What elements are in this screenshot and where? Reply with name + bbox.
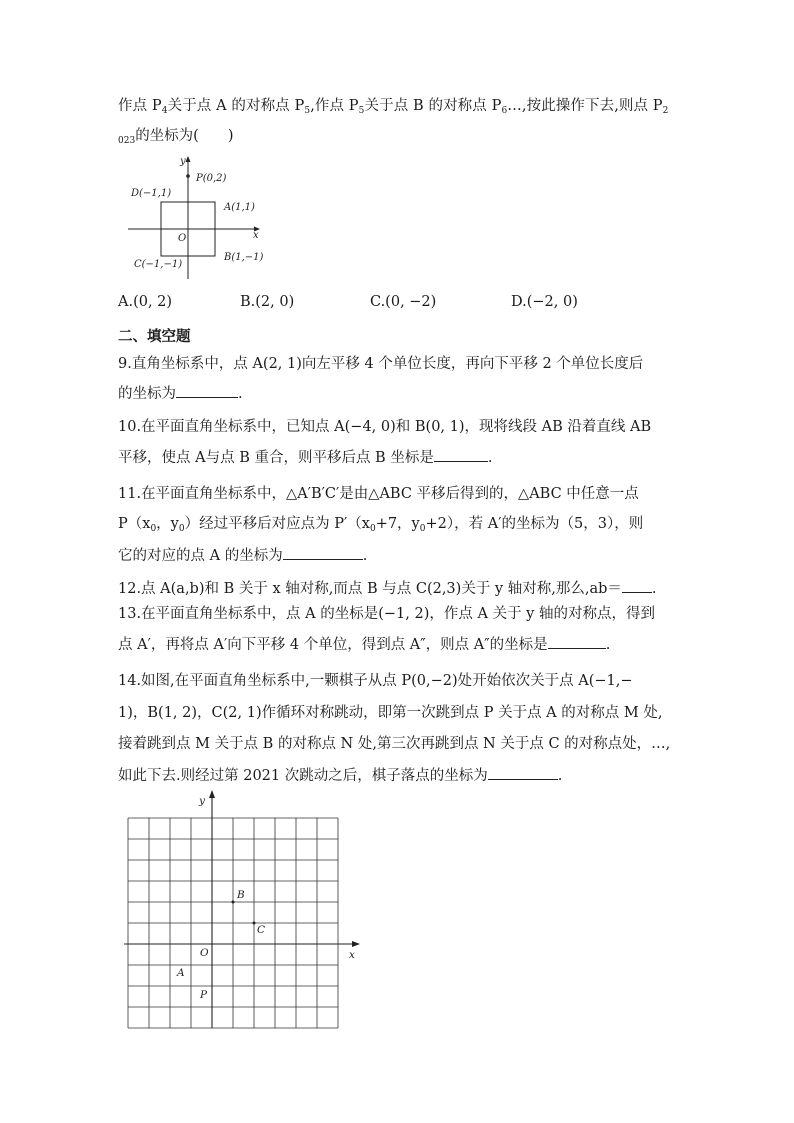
q8-point-p <box>186 174 190 178</box>
q13-end: . <box>605 637 611 653</box>
q11-sub: 0 <box>150 524 157 534</box>
q10-line-2 <box>118 447 492 468</box>
q14-line-2: 1)，B(1, 2)，C(2, 1)作循环对称跳动，即第一次跳到点 P 关于点 A 的对称点 M 处, <box>118 705 663 721</box>
q10-end: . <box>487 450 493 466</box>
q8-label-c: C(−1,−1) <box>134 259 183 270</box>
q12-line <box>118 578 656 599</box>
q8-sub: 6 <box>501 106 508 116</box>
q9-line-1: 9.直角坐标系中，点 A(2, 1)向左平移 4 个单位长度，再向下平移 2 个单位长度后 <box>118 356 644 372</box>
q9-answer-blank[interactable] <box>176 383 238 398</box>
q13-text: 点 A′，再将点 A′向下平移 4 个单位，得到点 A″，则点 A″的坐标是 <box>118 637 548 653</box>
q9-line-2 <box>118 383 243 404</box>
q11-text: 它的对应的点 A 的坐标为 <box>118 548 283 564</box>
q14-label-a: A <box>177 967 185 979</box>
q14-y-arrow <box>209 790 215 798</box>
q9-end: . <box>238 386 243 402</box>
q14-answer-blank[interactable] <box>488 765 558 780</box>
option-d[interactable]: D.(−2, 0) <box>511 294 578 310</box>
q12-text: 12.点 A(a,b)和 B 关于 x 轴对称,而点 B 与点 C(2,3)关于 y 轴对称,那么,ab＝ <box>118 581 622 597</box>
q8-x-label: x <box>253 230 259 241</box>
q8-text: 关于点 B 的对称点 P <box>364 98 502 114</box>
q8-label-a: A(1,1) <box>224 202 255 213</box>
q14-point-b <box>232 901 235 904</box>
q14-label-p: P <box>200 989 208 1001</box>
section-title: 二、填空题 <box>118 328 191 345</box>
q11-end: . <box>362 548 368 564</box>
q8-label-p: P(0,2) <box>196 173 227 184</box>
q8-sub: 023 <box>118 136 136 146</box>
q8-sub: 5 <box>304 106 311 116</box>
q11-line-2 <box>118 514 643 539</box>
q11-text: ）经过平移后对应点为 P′（x <box>184 516 370 532</box>
q13-line-1: 13.在平面直角坐标系中，点 A 的坐标是(−1, 2)，作点 A 关于 y 轴的对称点，得到 <box>118 606 655 622</box>
q8-sub: 4 <box>161 106 168 116</box>
q13-line-2 <box>118 634 610 655</box>
q11-sub: 0 <box>419 524 426 534</box>
q8-line-1 <box>118 96 669 121</box>
q8-y-arrow <box>186 156 191 162</box>
q11-answer-blank[interactable] <box>283 545 363 560</box>
q11-line-3 <box>118 545 367 566</box>
q11-text: ，y <box>156 516 179 532</box>
q8-line-2 <box>118 126 234 151</box>
q12-answer-blank[interactable] <box>622 578 652 593</box>
option-a[interactable]: A.(0, 2) <box>118 294 173 310</box>
q12-end: . <box>651 581 657 597</box>
q14-grid-figure <box>120 788 380 1038</box>
q8-label-d: D(−1,1) <box>131 188 172 199</box>
q8-sub: 5 <box>358 106 365 116</box>
option-b[interactable]: B.(2, 0) <box>240 294 295 310</box>
q14-x-arrow <box>352 941 360 947</box>
q11-text: +7，y <box>375 516 420 532</box>
q14-line-1: 14.如图,在平面直角坐标系中,一颗棋子从点 P(0,−2)处开始依次关于点 A(−1,− <box>118 673 633 689</box>
q8-y-label: y <box>180 156 186 167</box>
q14-label-b: B <box>237 889 245 901</box>
q14-label-c: C <box>257 924 266 936</box>
q8-sub: 2 <box>662 106 669 116</box>
q11-sub: 0 <box>369 524 376 534</box>
q10-answer-blank[interactable] <box>434 447 488 462</box>
q14-origin-label: O <box>200 947 209 959</box>
q14-text: 如此下去.则经过第 2021 次跳动之后，棋子落点的坐标为 <box>118 768 488 784</box>
q10-text: 平移，使点 A与点 B 重合，则平移后点 B 坐标是 <box>118 450 434 466</box>
q8-origin-label: O <box>178 233 187 244</box>
q8-label-b: B(1,−1) <box>224 252 264 263</box>
q10-line-1: 10.在平面直角坐标系中，已知点 A(−4, 0)和 B(0, 1)，现将线段 AB 沿着直线 AB <box>118 419 652 435</box>
q11-text: +2），若 A′的坐标为（5，3），则 <box>425 516 644 532</box>
q13-answer-blank[interactable] <box>548 634 606 649</box>
q8-square-figure <box>125 156 275 281</box>
q14-line-3: 接着跳到点 M 关于点 B 的对称点 N 处,第三次再跳到点 N 关于点 C 的对称点处，…, <box>118 736 671 752</box>
q11-sub: 0 <box>178 524 185 534</box>
q11-line-1: 11.在平面直角坐标系中，△A′B′C′是由△ABC 平移后得到的，△ABC 中任意一点 <box>118 486 639 502</box>
q8-text: 的坐标为( ) <box>135 128 234 144</box>
option-c[interactable]: C.(0, −2) <box>370 294 437 310</box>
q9-text: 的坐标为 <box>118 386 176 402</box>
q14-x-label: x <box>349 949 355 961</box>
q8-text: 作点 P <box>118 98 162 114</box>
q14-y-label: y <box>199 795 205 807</box>
q8-text: …,按此操作下去,则点 P <box>507 98 663 114</box>
q14-line-4 <box>118 765 562 786</box>
q14-point-c <box>253 922 256 925</box>
q8-text: ,作点 P <box>310 98 359 114</box>
q14-end: . <box>557 768 563 784</box>
q11-text: P（x <box>118 516 151 532</box>
q8-text: 关于点 A 的对称点 P <box>167 98 305 114</box>
